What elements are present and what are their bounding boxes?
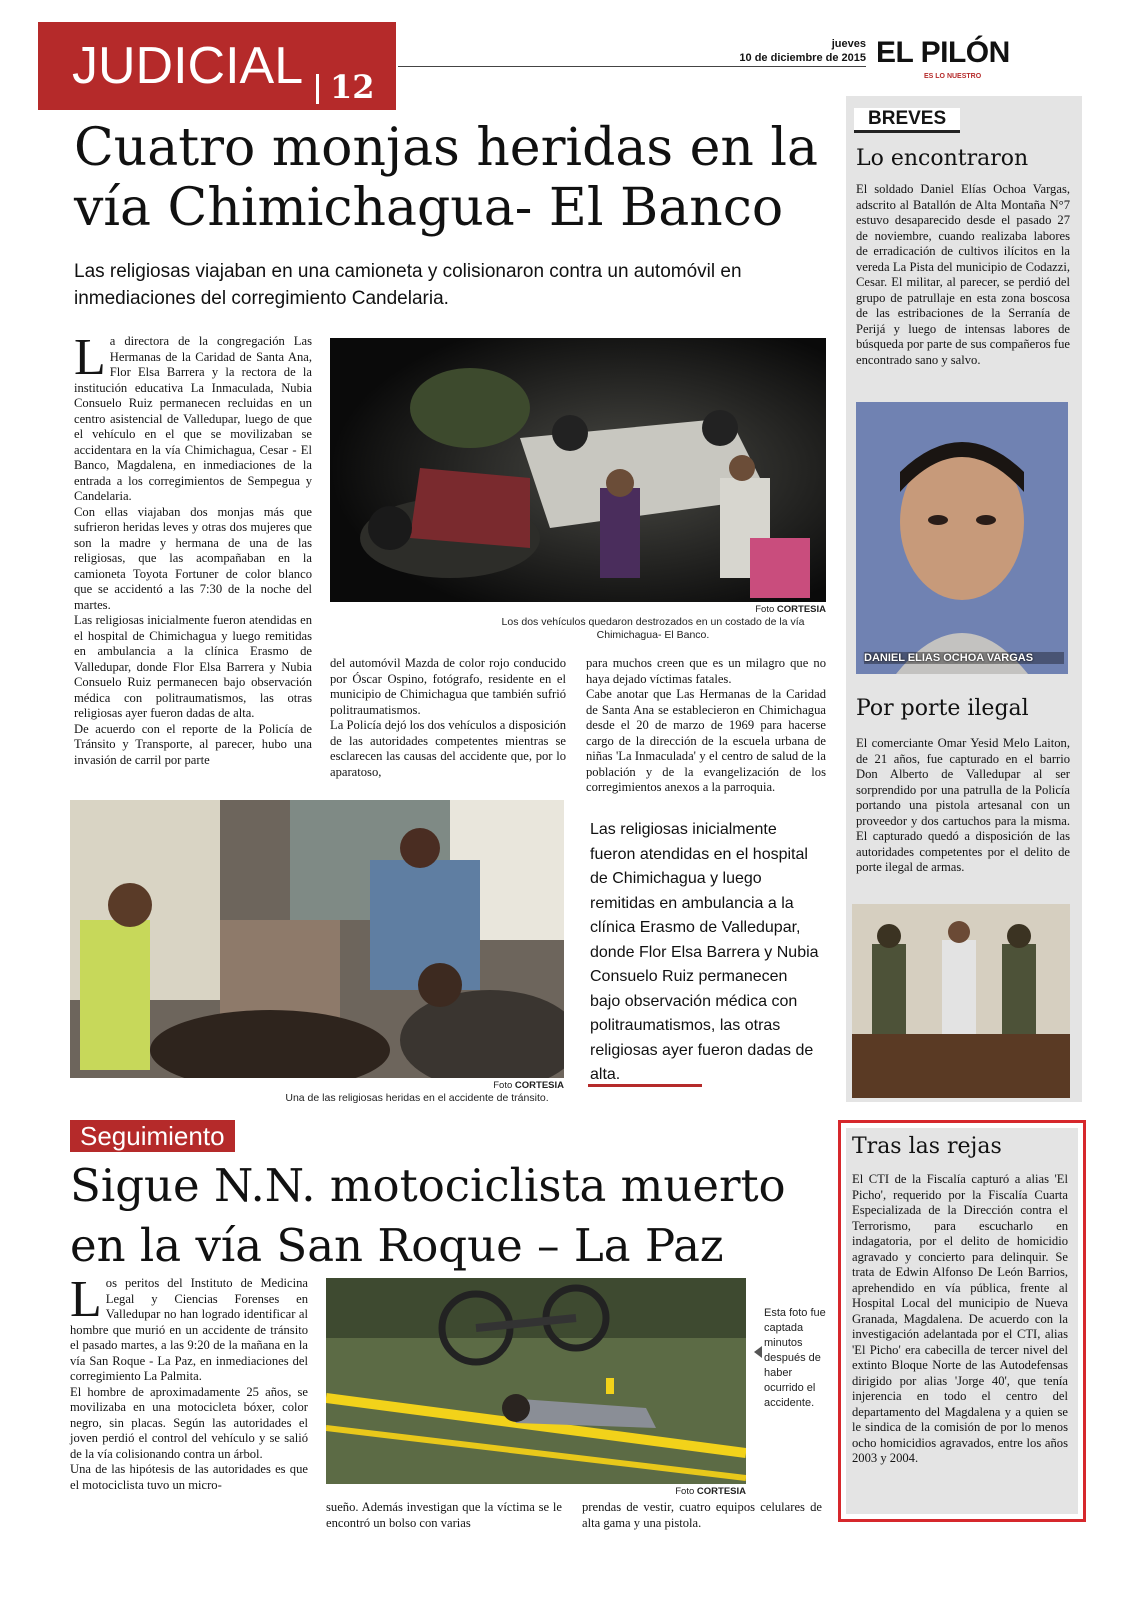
main-subhead: Las religiosas viajaban en una camioneta y colisionaron contra un automóvil en inmediaciones del corregimiento Candelaria. [74,261,742,309]
section-title: JUDICIAL [72,37,304,95]
main-col1-p2: Con ellas viajaban dos monjas más que sufrieron heridas leves y otras dos mujeres que son la madre y hermana de una de las religiosas, que las acompañaban en la camioneta Toyota Fortuner de color blanco que se accidentó a las 7:30 de la noche del martes. [74,504,312,612]
brief2-photo [852,904,1070,1098]
newspaper-logo: EL PILÓN [876,36,1010,69]
photo2-credit: Foto CORTESIA [493,1080,564,1091]
main-col2-p1: del automóvil Mazda de color rojo conducido por Óscar Ospino, fotógrafo, residente en el municipio de Chimichagua que también sufrió politraumatismos. [330,656,566,717]
brief2-title: Por porte ilegal [856,696,1029,721]
issue-date: 10 de diciembre de 2015 [739,52,866,64]
sidebar-label: BREVES [854,108,960,133]
main-dropcap: L [74,329,106,386]
brief3-body: El CTI de la Fiscalía capturó a alias 'El Picho', requerido por la Fiscalía Cuarta Especializada de la Dirección contra el Terrorismo, para escucharlo en indagatoria, por el delito de homicidio agravado y concierto para delinquir. Se trata de Edwin Alfonso De León Barrios, aprehendido en vía pública, frente al Hospital Local del municipio de Nueva Granada, Magdalena. De acuerdo con la investigación adelantada por el CTI, alias 'El Picho' era cabecilla de tercer nivel del extinto Bloque Norte de las Autodefensas dirigido por alias 'Jorge 40', que tenía injerencia en todo el centro del departamento del Magdalena y a quien se le sindica de la comisión de por lo menos ocho homicidios agravados, entre los años 2003 y 2004. [852,1172,1068,1465]
photo3-caption: Esta foto fue captada minutos después de haber ocurrido el accidente. [764,1307,826,1409]
main-col1-p1: a directora de la congregación Las Hermanas de la Caridad de Santa Ana, Flor Elsa Barrera y la rectora de la institución educativa La Inmaculada, Nubia Consuelo Ruiz permanecen recluidas en un centro asistencial de Valledupar, luego de que el vehículo en el que se movilizaban se accidentara en la vía Chimichagua, Cesar - El Banco, Magdalena, en inmediaciones de la entrada a los corregimientos de Sempegua y Candelaria. [74,334,312,503]
main-col3-p1: para muchos creen que es un milagro que no haya dejado víctimas fatales. [586,656,826,686]
motorcycle-photo-illustration [326,1278,746,1484]
brief2-body: El comerciante Omar Yesid Melo Laiton, de 21 años, fue capturado en el barrio Don Alberto de Valledupar al ser sorprendido por una patrulla de la Policía portando una pistola artesanal con un proveedor y dos cartuchos para la misma. El capturado quedó a disposición de las autoridades competentes por el delito de porte ilegal de armas. [856,736,1070,874]
pull-quote-rule [588,1084,702,1087]
main-col1-p3: Las religiosas inicialmente fueron atendidas en el hospital de Chimichagua y luego remitidas en ambulancia a la clínica Erasmo de Valledupar, donde Flor Elsa Barrera y Nubia Consuelo Ruiz permanecen bajo observación médica con politraumatismos, las otras religiosas ayer fueron dadas de alta. [74,613,312,720]
second-headline-line1: Sigue N.N. motociclista muerto [70,1159,786,1212]
second-kicker: Seguimiento [70,1120,235,1152]
main-col2-p2: La Policía dejó los dos vehículos a disposición de las autoridades competentes mientras se esclarecen las causas del accidente que, por lo aparatoso, [330,718,566,779]
second-col1-p2: El hombre de aproximadamente 25 años, se movilizaba en una motocicleta bóxer, color negro, sin placas. Según las autoridades el joven perdió el control del vehículo y se salió de la vía colisionando contra un árbol. [70,1384,308,1461]
page-number: 12 [330,68,375,106]
photo3-credit: Foto CORTESIA [675,1486,746,1497]
main-col3-p2: Cabe anotar que Las Hermanas de la Caridad de Santa Ana se establecieron en Chimichagua desde el 20 de marzo de 1969 para hacerse cargo de la dirección de la escuela urbana de niñas 'La Inmaculada' y el centro de salud de la población y de la evangelización de los corregimientos anexos a la parroquia. [586,687,826,794]
motorcycle-photo [326,1278,746,1484]
crash-photo [330,338,826,602]
second-headline [70,1156,830,1276]
main-article-col3 [586,656,826,796]
ambulance-photo [70,800,564,1078]
crash-photo-illustration [330,338,826,602]
header-rule [398,66,866,67]
second-col2-p1: sueño. Además investigan que la víctima se le encontró un bolso con varias [326,1500,562,1530]
brief1-body: El soldado Daniel Elías Ochoa Vargas, adscrito al Batallón de Alta Montaña N°7 estuvo desaparecido desde el pasado 27 de noviembre, cuando realizaba labores de erradicación de cultivos ilícitos en la vereda La Pista del municipio de Codazzi, Cesar. El militar, al parecer, se perdió del grupo de patrullaje en esta zona boscosa de las estribaciones de la Serranía de Perijá y luego de intensas labores de búsqueda por parte de sus compañeros fue encontrado sano y salvo. [856,182,1070,367]
logo-tagline: ES LO NUESTRO [924,73,982,80]
ambulance-photo-illustration [70,800,564,1078]
brief1-photo [856,402,1068,674]
second-col3-p1: prendas de vestir, cuatro equipos celulares de alta gama y una pistola. [582,1500,822,1530]
main-col1-p4: De acuerdo con el reporte de la Policía de Tránsito y Transporte, al parecer, hubo una invasión de carril por parte [74,721,312,767]
second-col1-p3: Una de las hipótesis de las autoridades es que el motociclista tuvo un micro- [70,1462,308,1492]
second-col1-p1: os peritos del Instituto de Medicina Legal y Ciencias Forenses en Valledupar no han logrado identificar al hombre que murió en un accidente de tránsito el pasado martes, a las 9:20 de la mañana en la vía San Roque - La Paz, en inmediaciones del corregimiento La Palmita. [70,1276,308,1383]
second-article-col3 [582,1500,822,1531]
main-article-col1 [74,329,312,768]
main-headline [74,118,834,238]
main-headline-line1: Cuatro monjas heridas en la [74,118,818,178]
section-divider [316,74,319,104]
second-headline-line2: en la vía San Roque – La Paz [70,1219,724,1272]
soldier-portrait-illustration [856,402,1068,674]
pull-quote: Las religiosas inicialmente fueron atendidas en el hospital de Chimichagua y luego remitidas en ambulancia a la clínica Erasmo de Valledupar, donde Flor Elsa Barrera y Nubia Consuelo Ruiz permanecen bajo observación médica con politraumatismos, las otras religiosas ayer fueron dadas de alta. [590,821,819,1083]
arrest-photo-illustration [852,904,1070,1098]
brief1-photo-label: DANIEL ELIAS OCHOA VARGAS [864,652,1064,664]
caption-arrow-icon [754,1346,762,1358]
second-article-col2 [326,1500,562,1531]
issue-day: jueves [831,38,866,50]
section-banner [38,22,396,110]
second-article-col1 [70,1271,308,1493]
photo2-caption: Una de las religiosas heridas en el accidente de tránsito. [285,1092,549,1104]
second-dropcap: L [70,1271,102,1328]
brief1-title: Lo encontraron [856,146,1029,171]
photo1-credit: Foto CORTESIA [755,604,826,615]
photo1-caption: Los dos vehículos quedaron destrozados en un costado de la vía Chimichagua- El Banco. [501,616,805,641]
brief3-title: Tras las rejas [852,1134,1002,1159]
main-article-col2 [330,656,566,780]
main-headline-line2: vía Chimichagua- El Banco [74,178,784,238]
